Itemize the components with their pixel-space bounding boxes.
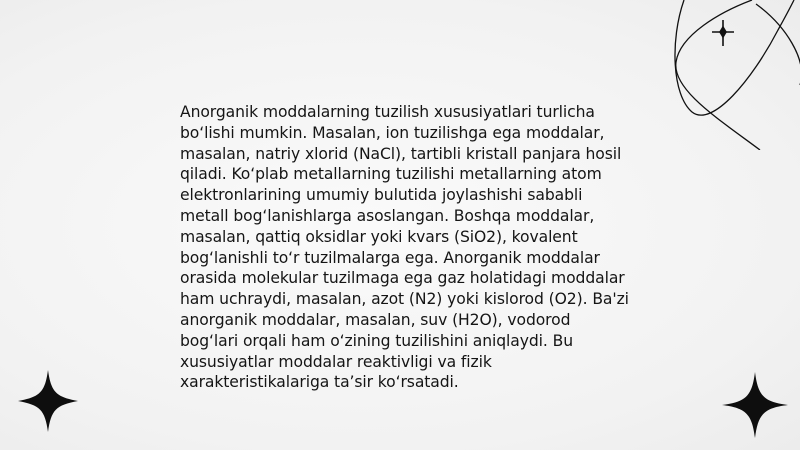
body-paragraph: Anorganik moddalarning tuzilish xususiyatlari turlicha bo‘lishi mumkin. Masalan, ion tuzilishga ega moddalar, masalan, natriy xlorid (NaCl), tartibli kristall panjara hosil qiladi. Ko‘plab metallarning tuzilishi metallarning atom elektronlarining umumiy bulutida joylashishi sababli metall bog‘lanishlarga asoslangan. Boshqa moddalar, masalan, qattiq oksidlar yoki kvars (SiO2), kovalent bog‘lanishli to‘r tuzilmalarga ega. Anorganik moddalar orasida molekular tuzilmaga ega gaz holatidagi moddalar ham uchraydi, masalan, azot (N2) yoki kislorod (O2). Ba'zi anorganik moddalar, masalan, suv (H2O), vodorod bog‘lari orqali ham o‘zining tuzilishini aniqlaydi. Bu xususiyatlar moddalar reaktivligi va fizik xarakteristikalariga ta’sir ko‘rsatadi. — [180, 103, 629, 392]
sparkle-icon — [712, 20, 734, 46]
four-point-star-icon — [722, 372, 788, 438]
four-point-star-icon — [18, 370, 78, 432]
orbit-lines-icon — [640, 0, 800, 150]
